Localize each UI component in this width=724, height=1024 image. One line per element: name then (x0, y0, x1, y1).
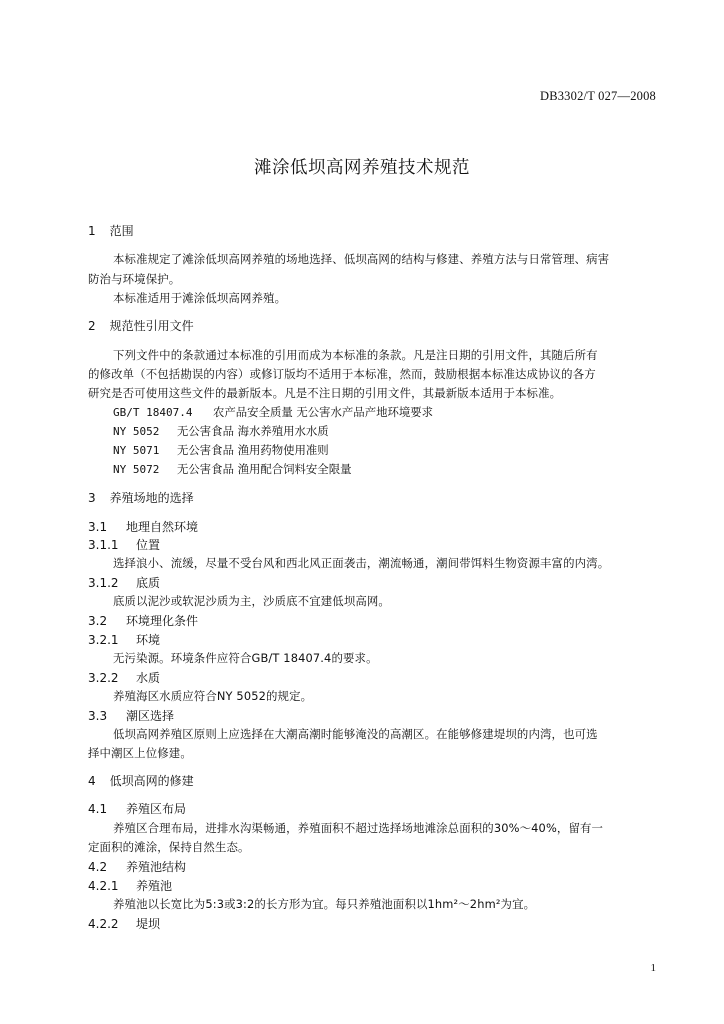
section-number: 4.2.2 (88, 917, 119, 931)
section-title: 水质 (136, 671, 161, 685)
subsection-heading (88, 707, 174, 724)
reference-code: NY 5071 (113, 444, 160, 457)
paragraph-line: 研究是否可使用这些文件的最新版本。凡是不注日期的引用文件，其最新版本适用于本标准。 (88, 386, 562, 400)
subsection-heading (88, 669, 160, 686)
section-title: 低坝高网的修建 (109, 774, 194, 788)
section-number: 3.2.1 (88, 633, 119, 647)
section-number: 4.2.1 (88, 879, 119, 893)
section-title: 范围 (109, 224, 134, 238)
section-title: 养殖场地的选择 (109, 491, 194, 505)
reference-row (113, 404, 433, 420)
reference-row (113, 423, 329, 439)
subsection-heading (88, 574, 160, 591)
section-number: 4.1 (88, 802, 108, 816)
paragraph-line: 低坝高网养殖区原则上应选择在大潮高潮时能够淹没的高潮区。在能够修建堤坝的内湾，也可选 (113, 727, 598, 741)
paragraph-line: 的修改单（不包括勘误的内容）或修订版均不适用于本标准，然而，鼓励根据本标准达成协议的各方 (88, 367, 596, 381)
section-title: 位置 (136, 538, 161, 552)
page-number: 1 (650, 962, 656, 974)
section-number: 2 (88, 319, 96, 333)
section-title: 养殖池结构 (126, 860, 187, 874)
paragraph-line: 定面积的滩涂，保持自然生态。 (88, 840, 250, 854)
subsection-heading (88, 800, 186, 817)
subsection-heading (88, 536, 160, 553)
section-title: 规范性引用文件 (109, 319, 194, 333)
reference-code: GB/T 18407.4 (113, 406, 193, 419)
reference-row (113, 461, 351, 477)
section-4-heading (88, 772, 194, 789)
reference-row (113, 442, 329, 458)
subsection-heading (88, 858, 186, 875)
reference-code: NY 5072 (113, 463, 160, 476)
subsection-heading (88, 612, 198, 629)
paragraph-line: 防治与环境保护。 (88, 272, 181, 286)
paragraph-line: 择中潮区上位修建。 (88, 746, 192, 760)
reference-title: 无公害食品 海水养殖用水水质 (177, 424, 329, 438)
section-number: 3.2.2 (88, 671, 119, 685)
section-3-heading (88, 489, 194, 506)
paragraph-line: 本标准适用于滩涂低坝高网养殖。 (113, 291, 287, 305)
paragraph-line: 养殖海区水质应符合NY 5052的规定。 (113, 689, 313, 703)
section-number: 3.1.1 (88, 538, 119, 552)
reference-title: 无公害食品 渔用药物使用准则 (177, 443, 329, 457)
section-title: 养殖池 (136, 879, 173, 893)
section-title: 环境理化条件 (126, 614, 199, 628)
paragraph-line: 下列文件中的条款通过本标准的引用而成为本标准的条款。凡是注日期的引用文件，其随后所有 (113, 348, 598, 362)
subsection-heading (88, 877, 172, 894)
section-number: 3.1 (88, 520, 108, 534)
reference-title: 无公害食品 渔用配合饲料安全限量 (177, 462, 352, 476)
paragraph-line: 养殖区合理布局，进排水沟渠畅通，养殖面积不超过选择场地滩涂总面积的30%～40%，留有一 (113, 821, 604, 835)
section-number: 4.2 (88, 860, 108, 874)
section-number: 3.3 (88, 709, 108, 723)
section-title: 堤坝 (136, 917, 161, 931)
standard-number: DB3302/T 027—2008 (539, 89, 656, 103)
reference-title: 农产品安全质量 无公害水产品产地环境要求 (213, 405, 434, 419)
subsection-heading (88, 631, 160, 648)
subsection-heading (88, 518, 198, 535)
subsection-heading (88, 915, 160, 932)
paragraph-line: 选择浪小、流缓，尽量不受台风和西北风正面袭击，潮流畅通，潮间带饵料生物资源丰富的内湾。 (113, 556, 610, 570)
section-title: 底质 (136, 576, 161, 590)
section-number: 1 (88, 224, 96, 238)
section-title: 环境 (136, 633, 161, 647)
section-number: 4 (88, 774, 96, 788)
section-number: 3.1.2 (88, 576, 119, 590)
paragraph-line: 养殖池以长宽比为5:3或3:2的长方形为宜。每只养殖池面积以1hm²～2hm²为宜。 (113, 897, 536, 911)
document-title: 滩涂低坝高网养殖技术规范 (254, 158, 470, 178)
paragraph-line: 本标准规定了滩涂低坝高网养殖的场地选择、低坝高网的结构与修建、养殖方法与日常管理、病害 (113, 252, 610, 266)
section-title: 养殖区布局 (126, 802, 187, 816)
section-2-heading (88, 317, 194, 334)
section-number: 3 (88, 491, 96, 505)
section-number: 3.2 (88, 614, 108, 628)
reference-code: NY 5052 (113, 425, 160, 438)
section-title: 潮区选择 (126, 709, 175, 723)
paragraph-line: 底质以泥沙或软泥沙质为主，沙质底不宜建低坝高网。 (113, 594, 390, 608)
section-title: 地理自然环境 (126, 520, 199, 534)
paragraph-line: 无污染源。环境条件应符合GB/T 18407.4的要求。 (113, 651, 378, 665)
section-1-heading (88, 222, 134, 239)
